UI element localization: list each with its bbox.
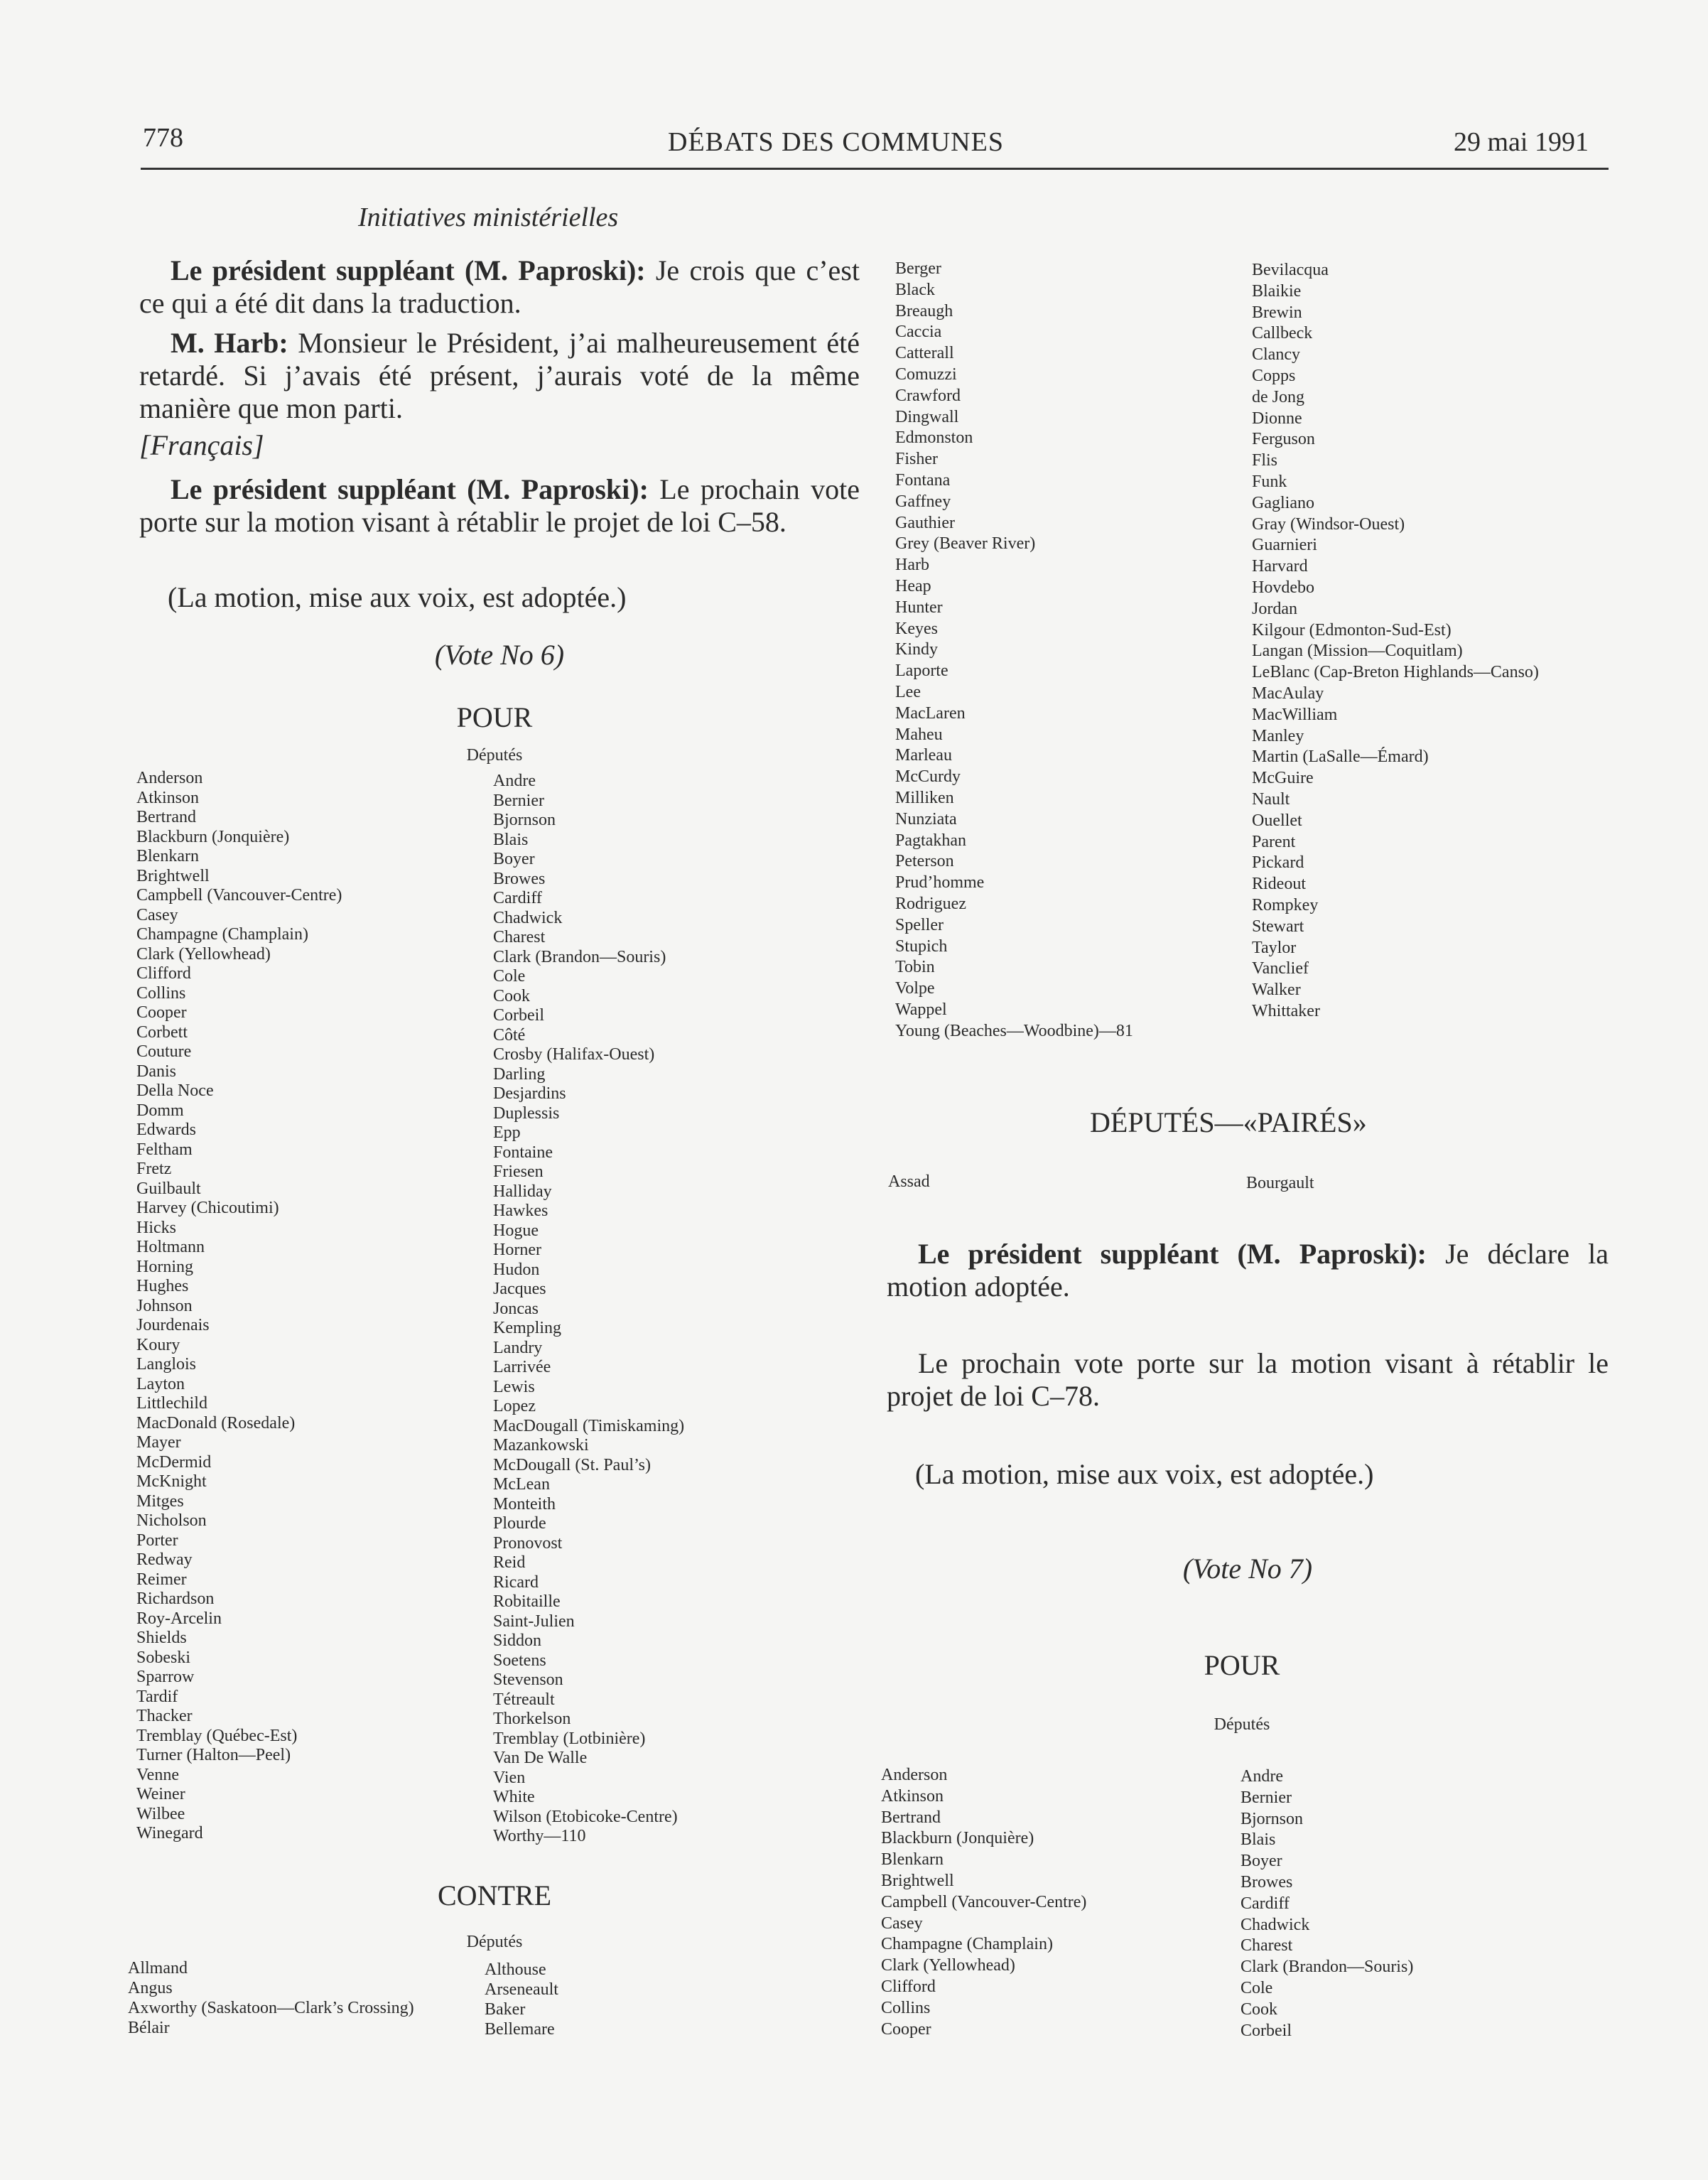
member-name: Tremblay (Lotbinière) [493, 1729, 646, 1748]
member-name: Manley [1252, 726, 1304, 745]
member-name: Kempling [493, 1319, 561, 1337]
member-name: Desjardins [493, 1084, 566, 1103]
member-name: Hunter [895, 598, 943, 617]
header-rule [141, 168, 1609, 170]
member-name: Breaugh [895, 301, 953, 320]
member-name: Shields [136, 1629, 187, 1647]
member-name: Plourde [493, 1514, 546, 1533]
member-name: Arseneault [485, 1980, 558, 1999]
speaker-label: Le président suppléant (M. Paproski): [171, 473, 649, 505]
pour-list-col1 [136, 769, 342, 1844]
paire-left: Assad [888, 1172, 930, 1191]
member-name: Brightwell [881, 1871, 954, 1890]
member-name: Harb [895, 556, 929, 575]
member-name: Walker [1252, 981, 1301, 1000]
member-name: Corbeil [493, 1006, 544, 1025]
member-name: Grey (Beaver River) [895, 534, 1036, 554]
member-name: Kilgour (Edmonton-Sud-Est) [1252, 620, 1452, 640]
member-name: Wappel [895, 1000, 947, 1019]
speaker-label: Le président suppléant (M. Paproski): [171, 254, 646, 286]
member-name: Maheu [895, 725, 943, 744]
member-name: Cooper [136, 1003, 187, 1022]
member-name: Hogue [493, 1221, 539, 1240]
member-name: Axworthy (Saskatoon—Clark’s Crossing) [128, 1999, 414, 2017]
member-name: Halliday [493, 1182, 552, 1201]
member-name: Flis [1252, 451, 1278, 470]
member-name: Laporte [895, 662, 948, 681]
member-name: Van De Walle [493, 1749, 588, 1767]
page-number: 778 [143, 123, 183, 153]
member-name: Collins [881, 1998, 931, 2017]
member-name: Layton [136, 1374, 185, 1393]
contre-list-right-col2 [1252, 260, 1539, 1022]
member-name: Friesen [493, 1162, 544, 1181]
member-name: Fontaine [493, 1143, 553, 1162]
member-name: Nicholson [136, 1511, 207, 1530]
member-name: Bellemare [485, 2020, 555, 2039]
paragraph-text: Je déclare la motion adoptée. [887, 1238, 1609, 1302]
deputes-label-3: Députés [1214, 1715, 1270, 1734]
member-name: Gaffney [895, 492, 951, 511]
member-name: Hicks [136, 1218, 176, 1237]
member-name: Bélair [128, 2019, 170, 2037]
member-name: Pickard [1252, 853, 1304, 873]
member-name: Clark (Yellowhead) [136, 944, 271, 964]
member-name: Kindy [895, 640, 938, 659]
member-name: Jourdenais [136, 1316, 210, 1334]
member-name: Blackburn (Jonquière) [136, 827, 290, 846]
member-name: Cardiff [493, 889, 542, 907]
member-name: Young (Beaches—Woodbine)—81 [895, 1021, 1133, 1040]
member-name: Nault [1252, 789, 1290, 809]
member-name: Wilson (Etobicoke-Centre) [493, 1807, 678, 1826]
member-name: Stewart [1252, 917, 1304, 936]
paragraph-1 [139, 254, 860, 320]
member-name: Whittaker [1252, 1001, 1320, 1020]
member-name: Chadwick [493, 908, 563, 927]
member-name: Bertrand [136, 808, 196, 826]
paragraph-text: Monsieur le Président, j’ai malheureusement été retardé. Si j’avais été présent, j’aurais voté de la même manière que mon parti. [139, 327, 860, 424]
member-name: Peterson [895, 852, 954, 871]
member-name: Harvard [1252, 557, 1308, 576]
member-name: Guarnieri [1252, 536, 1317, 555]
member-name: Campbell (Vancouver-Centre) [881, 1892, 1087, 1911]
contre-list-left-col1 [128, 1958, 414, 2038]
member-name: Crosby (Halifax-Ouest) [493, 1045, 655, 1064]
paire-right: Bourgault [1246, 1174, 1314, 1192]
member-name: Horning [136, 1257, 193, 1276]
member-name: Cole [1241, 1978, 1273, 1997]
paragraph-2 [139, 327, 860, 425]
member-name: Worthy—110 [493, 1827, 586, 1845]
member-name: Casey [881, 1914, 923, 1933]
member-name: Koury [136, 1335, 180, 1354]
pour-heading-1: POUR [456, 701, 533, 733]
member-name: Marleau [895, 746, 952, 765]
page-title: DÉBATS DES COMMUNES [668, 127, 1004, 157]
member-name: Mazankowski [493, 1436, 589, 1455]
member-name: White [493, 1788, 535, 1806]
member-name: McLean [493, 1475, 550, 1494]
member-name: Andre [1241, 1767, 1283, 1786]
member-name: Lopez [493, 1397, 536, 1415]
paragraph-7: Le prochain vote porte sur la motion visant à rétablir le projet de loi C–78. [887, 1347, 1609, 1412]
member-name: Boyer [493, 850, 535, 868]
member-name: Rodriguez [895, 894, 966, 913]
member-name: Redway [136, 1550, 193, 1569]
pour-list-2-col1 [881, 1765, 1086, 2040]
member-name: Cook [1241, 2000, 1278, 2019]
member-name: Cook [493, 986, 531, 1005]
member-name: Blackburn (Jonquière) [881, 1829, 1034, 1848]
member-name: McKnight [136, 1472, 207, 1491]
member-name: Dingwall [895, 407, 959, 426]
member-name: Taylor [1252, 938, 1297, 957]
member-name: Tétreault [493, 1690, 555, 1709]
member-name: Hudon [493, 1260, 540, 1279]
member-name: Campbell (Vancouver-Centre) [136, 886, 342, 905]
member-name: Gray (Windsor-Ouest) [1252, 514, 1405, 534]
member-name: Jacques [493, 1280, 546, 1298]
member-name: Tardif [136, 1687, 178, 1706]
member-name: Clark (Brandon—Souris) [1241, 1958, 1414, 1977]
member-name: Fontana [895, 470, 951, 490]
member-name: Dionne [1252, 409, 1302, 428]
member-name: MacLaren [895, 703, 966, 723]
member-name: Charest [493, 928, 546, 946]
member-name: McGuire [1252, 769, 1314, 788]
member-name: Pronovost [493, 1533, 563, 1553]
member-name: Bjornson [493, 811, 556, 829]
member-name: Bernier [493, 791, 544, 810]
member-name: Ferguson [1252, 430, 1315, 449]
member-name: Lewis [493, 1377, 535, 1396]
member-name: Della Noce [136, 1081, 214, 1100]
member-name: Blenkarn [136, 847, 199, 865]
member-name: MacDonald (Rosedale) [136, 1413, 296, 1432]
member-name: Blais [493, 830, 529, 849]
member-name: Blaikie [1252, 281, 1302, 301]
member-name: Chadwick [1241, 1915, 1310, 1934]
member-name: Johnson [136, 1296, 193, 1315]
member-name: Althouse [485, 1960, 546, 1979]
member-name: Brewin [1252, 303, 1302, 322]
section-title: Initiatives ministérielles [358, 203, 619, 232]
member-name: Reimer [136, 1570, 187, 1589]
member-name: Prud’homme [895, 873, 985, 892]
member-name: Tobin [895, 958, 935, 977]
member-name: LeBlanc (Cap-Breton Highlands—Canso) [1252, 663, 1539, 682]
member-name: Rompkey [1252, 895, 1319, 914]
deputes-label-2: Députés [466, 1933, 523, 1951]
member-name: Guilbault [136, 1179, 201, 1198]
member-name: Edwards [136, 1121, 196, 1139]
language-marker: [Français] [139, 429, 264, 461]
member-name: MacWilliam [1252, 705, 1338, 724]
member-name: Berger [895, 259, 941, 278]
member-name: McCurdy [895, 767, 961, 787]
member-name: Mayer [136, 1433, 181, 1452]
member-name: Harvey (Chicoutimi) [136, 1199, 279, 1217]
member-name: Collins [136, 983, 186, 1003]
member-name: Holtmann [136, 1238, 205, 1256]
member-name: Cooper [881, 2019, 931, 2039]
member-name: Richardson [136, 1590, 215, 1608]
member-name: Vanclief [1252, 959, 1309, 978]
member-name: Catterall [895, 344, 954, 363]
vote-label-7: (Vote No 7) [1182, 1553, 1313, 1585]
member-name: Ricard [493, 1572, 539, 1592]
member-name: Hawkes [493, 1202, 548, 1220]
member-name: Comuzzi [895, 365, 957, 384]
member-name: Landry [493, 1338, 543, 1357]
member-name: Casey [136, 905, 178, 924]
member-name: Volpe [895, 979, 935, 998]
member-name: Darling [493, 1064, 546, 1084]
member-name: Venne [136, 1765, 179, 1784]
member-name: Soetens [493, 1651, 546, 1670]
member-name: Baker [485, 2000, 526, 2019]
member-name: Reid [493, 1553, 526, 1572]
member-name: MacDougall (Timiskaming) [493, 1416, 685, 1435]
paragraph-4 [139, 473, 860, 539]
member-name: Corbeil [1241, 2021, 1292, 2040]
member-name: Bevilacqua [1252, 261, 1329, 279]
vote-label-6: (Vote No 6) [434, 639, 565, 671]
member-name: Sparrow [136, 1668, 195, 1686]
member-name: Atkinson [881, 1786, 944, 1806]
member-name: Ouellet [1252, 811, 1302, 830]
member-name: Corbett [136, 1022, 188, 1042]
member-name: Black [895, 280, 935, 299]
member-name: Cole [493, 967, 526, 986]
member-name: Hughes [136, 1277, 189, 1295]
member-name: Feltham [136, 1140, 193, 1159]
contre-list-right-col1 [895, 259, 1133, 1042]
member-name: Tremblay (Québec-Est) [136, 1726, 298, 1745]
contre-list-left-col2 [485, 1960, 558, 2039]
pour-list-col2 [493, 772, 684, 1847]
paragraph-6 [887, 1238, 1609, 1303]
member-name: Bernier [1241, 1788, 1292, 1807]
member-name: Langan (Mission—Coquitlam) [1252, 642, 1463, 661]
member-name: Browes [493, 869, 546, 888]
member-name: Horner [493, 1241, 541, 1259]
member-name: McDougall (St. Paul’s) [493, 1455, 651, 1474]
member-name: Speller [895, 915, 944, 934]
member-name: Gagliano [1252, 493, 1314, 512]
member-name: Copps [1252, 366, 1296, 385]
member-name: Turner (Halton—Peel) [136, 1746, 291, 1764]
member-name: Crawford [895, 386, 961, 405]
pour-list-2-col2 [1241, 1766, 1413, 2041]
paragraph-text: Je crois que c’est ce qui a été dit dans la traduction. [139, 254, 860, 319]
member-name: Robitaille [493, 1592, 561, 1611]
member-name: de Jong [1252, 387, 1304, 406]
member-name: Charest [1241, 1936, 1293, 1955]
member-name: Winegard [136, 1824, 203, 1842]
member-name: Porter [136, 1531, 178, 1550]
member-name: Martin (LaSalle—Émard) [1252, 748, 1429, 767]
member-name: Champagne (Champlain) [881, 1935, 1053, 1954]
member-name: Wilbee [136, 1804, 185, 1823]
member-name: Anderson [136, 769, 203, 787]
contre-heading: CONTRE [438, 1879, 551, 1911]
member-name: Vien [493, 1768, 526, 1787]
member-name: Parent [1252, 832, 1296, 851]
deputes-label-1: Députés [466, 746, 523, 765]
member-name: Larrivée [493, 1358, 551, 1376]
member-name: Saint-Julien [493, 1612, 575, 1631]
member-name: Boyer [1241, 1852, 1282, 1871]
member-name: Blais [1241, 1830, 1276, 1850]
member-name: Sobeski [136, 1648, 191, 1667]
member-name: Allmand [128, 1959, 188, 1977]
member-name: Weiner [136, 1785, 185, 1803]
paires-heading: DÉPUTÉS—«PAIRÉS» [1090, 1106, 1367, 1138]
member-name: Thorkelson [493, 1710, 571, 1728]
paragraph-text: Le prochain vote porte sur la motion visant à rétablir le projet de loi C–58. [139, 473, 860, 538]
member-name: Littlechild [136, 1394, 207, 1413]
member-name: Jordan [1252, 599, 1297, 618]
member-name: Bertrand [881, 1808, 941, 1827]
member-name: Côté [493, 1025, 526, 1045]
member-name: Nunziata [895, 809, 957, 829]
page-date: 29 mai 1991 [1454, 127, 1589, 157]
member-name: Joncas [493, 1299, 539, 1318]
member-name: Monteith [493, 1494, 556, 1513]
member-name: Funk [1252, 472, 1287, 491]
member-name: Caccia [895, 323, 942, 342]
member-name: Angus [128, 1979, 173, 1997]
member-name: Clark (Yellowhead) [881, 1956, 1015, 1975]
member-name: Callbeck [1252, 324, 1313, 343]
pour-heading-2: POUR [1204, 1649, 1280, 1681]
member-name: Rideout [1252, 875, 1306, 894]
member-name: MacAulay [1252, 684, 1324, 703]
member-name: Langlois [136, 1355, 196, 1374]
speaker-label: M. Harb: [171, 327, 288, 359]
speaker-label: Le président suppléant (M. Paproski): [918, 1238, 1427, 1270]
member-name: Browes [1241, 1872, 1293, 1892]
member-name: Lee [895, 682, 921, 701]
member-name: Heap [895, 576, 931, 595]
member-name: Mitges [136, 1491, 184, 1511]
member-name: Clark (Brandon—Souris) [493, 947, 666, 966]
member-name: Clifford [136, 964, 191, 983]
member-name: Edmonston [895, 428, 973, 448]
member-name: Clifford [881, 1977, 936, 1996]
member-name: Couture [136, 1042, 192, 1061]
member-name: Stevenson [493, 1671, 563, 1689]
member-name: Bjornson [1241, 1809, 1304, 1828]
member-name: Domm [136, 1101, 184, 1120]
member-name: Fisher [895, 450, 938, 469]
member-name: Champagne (Champlain) [136, 925, 308, 944]
member-name: Siddon [493, 1631, 542, 1650]
member-name: Danis [136, 1062, 176, 1081]
member-name: Keyes [895, 619, 938, 638]
member-name: Hovdebo [1252, 578, 1314, 597]
member-name: Cardiff [1241, 1894, 1290, 1913]
member-name: Gauthier [895, 513, 955, 532]
member-name: Epp [493, 1123, 521, 1142]
member-name: Duplessis [493, 1104, 560, 1123]
member-name: Blenkarn [881, 1850, 944, 1869]
member-name: Atkinson [136, 788, 200, 807]
member-name: Roy-Arcelin [136, 1609, 222, 1628]
member-name: Thacker [136, 1707, 193, 1725]
motion-adopted-2: (La motion, mise aux voix, est adoptée.) [915, 1458, 1374, 1490]
member-name: Andre [493, 772, 536, 790]
motion-adopted-1: (La motion, mise aux voix, est adoptée.) [168, 581, 627, 613]
member-name: McDermid [136, 1452, 212, 1472]
member-name: Pagtakhan [895, 831, 966, 850]
member-name: Clancy [1252, 345, 1300, 365]
member-name: Brightwell [136, 866, 210, 885]
member-name: Stupich [895, 937, 948, 956]
member-name: Fretz [136, 1160, 172, 1178]
member-name: Anderson [881, 1766, 948, 1784]
member-name: Milliken [895, 788, 954, 807]
